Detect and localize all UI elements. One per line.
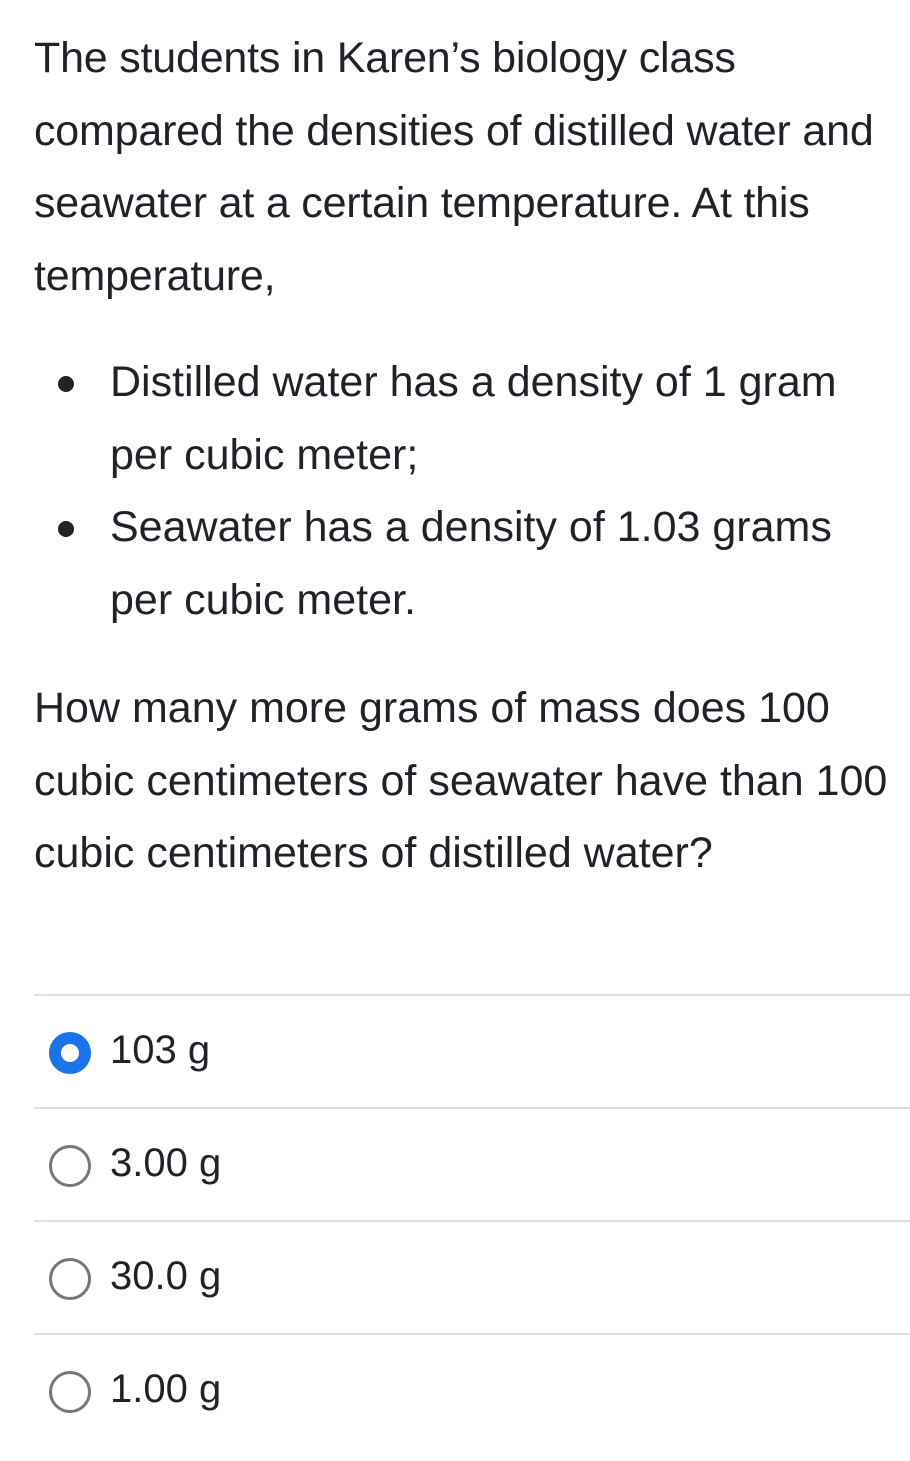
answer-option-label: 30.0 g [110,1254,222,1298]
answer-option-label: 1.00 g [110,1367,222,1411]
answer-option-3[interactable] [34,1220,910,1333]
radio-button[interactable] [49,1258,91,1300]
bullet-icon [58,521,74,537]
question-prompt: How many more grams of mass does 100 cubic centimeters of seawater have than 100 cubic centimeters of distilled water? [34,684,888,877]
fact-item-distilled-water [34,346,902,491]
bullet-icon [58,376,74,392]
answer-option-label: 103 g [110,1028,211,1072]
answer-options [34,994,910,1446]
answer-option-2[interactable] [34,1107,910,1220]
answer-option-4[interactable] [34,1333,910,1446]
fact-list [34,346,902,636]
radio-button[interactable] [49,1371,91,1413]
fact-text: Distilled water has a density of 1 gram per cubic meter; [110,358,837,479]
radio-button[interactable] [49,1032,91,1074]
answer-option-1[interactable] [34,994,910,1107]
radio-button[interactable] [49,1145,91,1187]
fact-text: Seawater has a density of 1.03 grams per cubic meter. [110,503,832,624]
answer-option-label: 3.00 g [110,1141,222,1185]
fact-item-seawater [34,491,902,636]
question-intro: The students in Karen’s biology class compared the densities of distilled water and seawater at a certain temperature. At this temperature, [34,34,874,300]
question-block [34,22,902,877]
